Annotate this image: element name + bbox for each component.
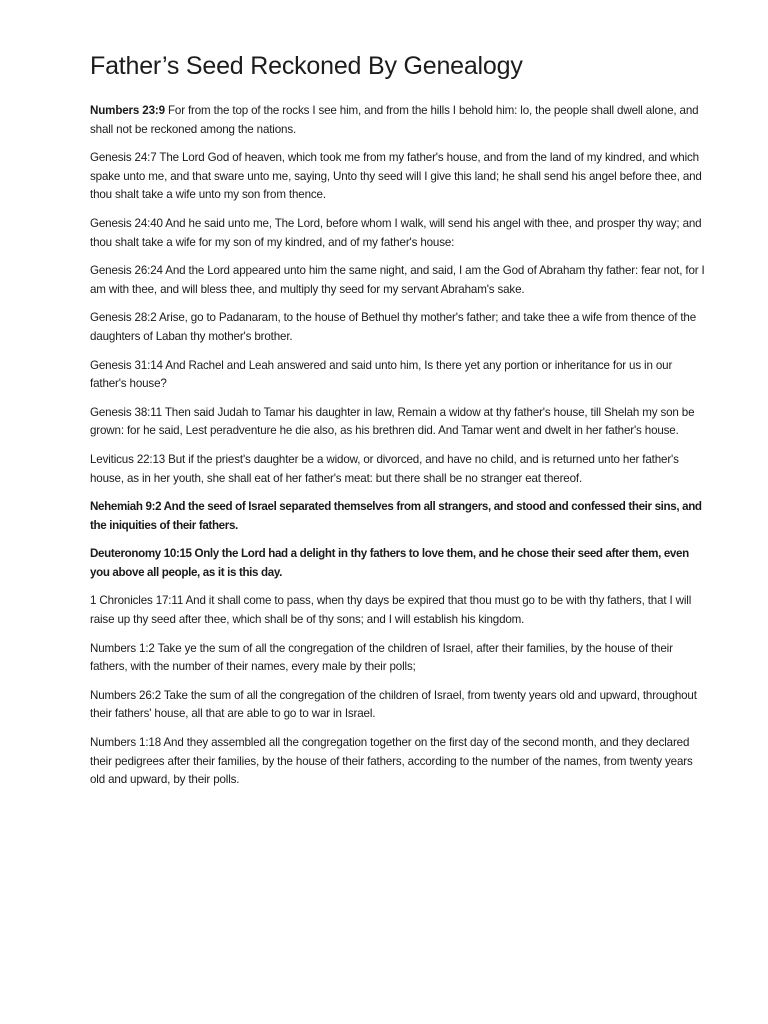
- verse-reference: Genesis 26:24: [90, 264, 163, 278]
- verse-paragraph: [90, 309, 708, 346]
- verse-text: And the seed of Israel separated themselves from all strangers, and stood and confessed their sins, and the iniquities of their fathers.: [90, 500, 702, 532]
- verse-reference: Genesis 31:14: [90, 358, 163, 372]
- verse-text: But if the priest's daughter be a widow, or divorced, and have no child, and is returned unto her father's house, as in her youth, she shall eat of her father's meat: but there shall be no stranger eat thereof.: [90, 452, 679, 485]
- verse-reference: Numbers 1:18: [90, 736, 162, 750]
- verse-text: Take ye the sum of all the congregation of the children of Israel, after their families, by the house of their fathers, with the number of their names, every male by their polls;: [90, 641, 673, 674]
- verse-text: For from the top of the rocks I see him, and from the hills I behold him: lo, the people shall dwell alone, and shall not be reckoned among the nations.: [90, 104, 699, 136]
- verse-paragraph: [90, 592, 708, 629]
- verse-paragraph: [90, 262, 708, 299]
- verse-paragraph: [90, 545, 708, 582]
- verse-text: Then said Judah to Tamar his daughter in law, Remain a widow at thy father's house, till Shelah my son be grown: for he said, Lest peradventure he die also, as his brethren did. And Tamar went and dwelt in her father's house.: [90, 405, 695, 438]
- verse-paragraph: [90, 357, 708, 394]
- verse-paragraph: [90, 498, 708, 535]
- verse-reference: Genesis 24:40: [90, 216, 163, 230]
- verse-paragraph: [90, 734, 708, 790]
- verse-reference: 1 Chronicles 17:11: [90, 594, 184, 608]
- verse-paragraph: [90, 451, 708, 488]
- verse-paragraph: [90, 640, 708, 677]
- page-title: Father’s Seed Reckoned By Genealogy: [90, 52, 523, 80]
- verse-text: And they assembled all the congregation together on the first day of the second month, and they declared their pedigrees after their families, by the house of their fathers, according to the number of the names, from twenty years old and upward, by their polls.: [90, 736, 693, 787]
- verse-reference: Numbers 23:9: [90, 104, 165, 117]
- verse-reference: Genesis 24:7: [90, 151, 157, 165]
- verse-reference: Nehemiah 9:2: [90, 500, 162, 514]
- verse-paragraph: [90, 215, 708, 252]
- verse-reference: Numbers 1:2: [90, 641, 155, 655]
- verse-text: And the Lord appeared unto him the same night, and said, I am the God of Abraham thy father: fear not, for I am with thee, and will bless thee, and multiply thy seed for my servant Abraham's sake.: [90, 264, 705, 296]
- verse-reference: Deuteronomy 10:15: [90, 547, 192, 561]
- verse-reference: Genesis 38:11: [90, 405, 162, 419]
- verse-text: And it shall come to pass, when thy days be expired that thou must go to be with thy fathers, that I will raise up thy seed after thee, which shall be of thy sons; and I will establish his kingdom.: [90, 594, 692, 627]
- verse-reference: Genesis 28:2: [90, 311, 157, 325]
- verse-text: Arise, go to Padanaram, to the house of Bethuel thy mother's father; and take thee a wife from thence of the daughters of Laban thy mother's brother.: [90, 311, 697, 343]
- verse-reference: Numbers 26:2: [90, 688, 162, 702]
- verse-reference: Leviticus 22:13: [90, 452, 166, 466]
- verse-paragraph: [90, 102, 708, 139]
- verse-text: And Rachel and Leah answered and said unto him, Is there yet any portion or inheritance for us in our father's house?: [90, 358, 673, 391]
- verse-paragraph: [90, 404, 708, 441]
- verse-text: Only the Lord had a delight in thy fathers to love them, and he chose their seed after them, even you above all people, as it is this day.: [90, 547, 689, 579]
- verse-text: The Lord God of heaven, which took me from my father's house, and from the land of my kindred, and which spake unto me, and that sware unto me, saying, Unto thy seed will I give this land; he shall send his angel before thee, and thou shalt take a wife unto my son from thence.: [90, 151, 702, 202]
- verse-text: Take the sum of all the congregation of the children of Israel, from twenty years old and upward, throughout their fathers' house, all that are able to go to war in Israel.: [90, 688, 697, 721]
- verse-paragraph: [90, 149, 708, 205]
- verse-paragraph: [90, 687, 708, 724]
- verse-text: And he said unto me, The Lord, before whom I walk, will send his angel with thee, and prosper thy way; and thou shalt take a wife for my son of my kindred, and of my father's house:: [90, 216, 702, 249]
